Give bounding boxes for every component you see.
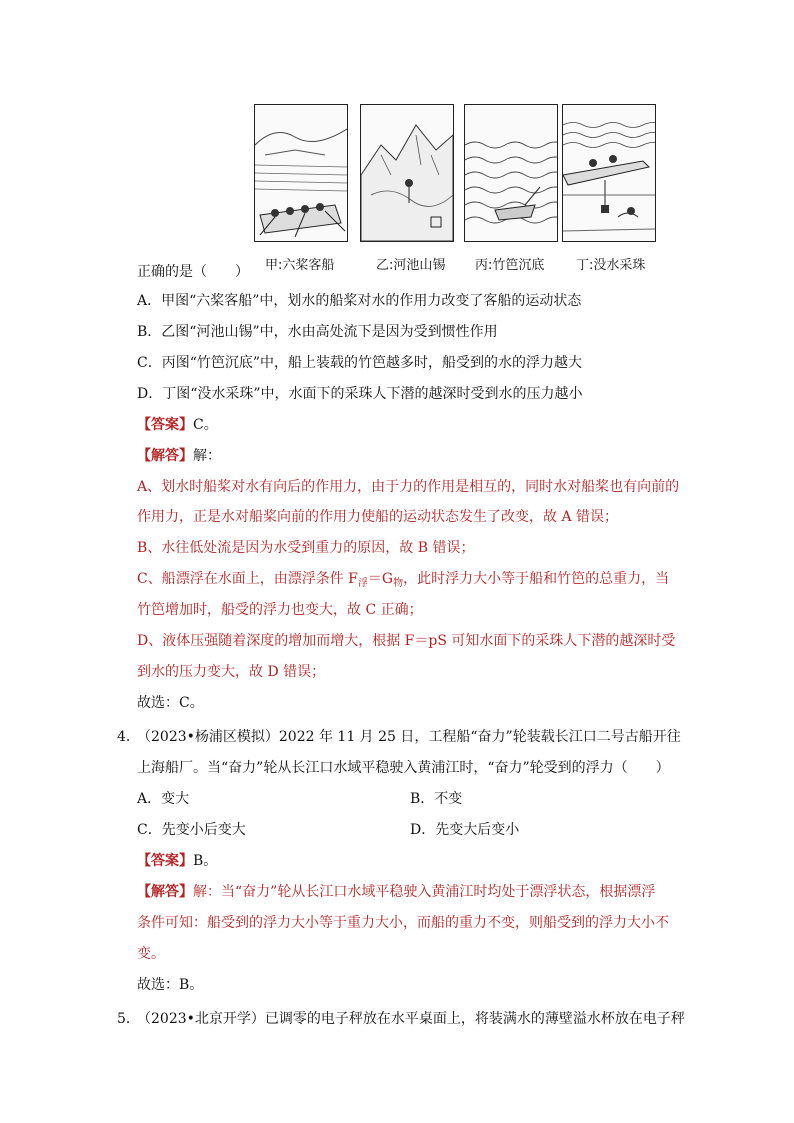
figure-caption-1: 甲:六桨客船 <box>265 258 335 273</box>
answer-value: B。 <box>193 853 218 869</box>
q3-explain-line <box>137 569 669 594</box>
analysis-intro: 解： <box>193 448 221 464</box>
q3-explain-line: 作用力，正是水对船桨向前的作用力使船的运动状态发生了改变，故 A 错误； <box>137 509 619 525</box>
q3-explain-line: D、液体压强随着深度的增加而增大，根据 F＝pS 可知水面下的采珠人下潜的越深时受 <box>137 633 676 649</box>
q3-explain-line: A、划水时船桨对水有向后的作用力，由于力的作用是相互的，同时水对船桨也有向前的 <box>137 479 680 495</box>
q4-analysis-line: 条件可知：船受到的浮力大小等于重力大小，而船的重力不变，则船受到的浮力大小不 <box>137 915 669 931</box>
q4-stem-line: （2023•杨浦区模拟）2022 年 11 月 25 日，工程船“奋力”轮装载长江口二号古船开往 <box>137 729 681 745</box>
explain-text: ＝G <box>367 571 394 587</box>
q3-option-b: B．乙图“河池山锡”中，水由高处流下是因为受到惯性作用 <box>137 324 498 340</box>
explain-text: ，此时浮力大小等于船和竹笆的总重力，当 <box>403 571 670 587</box>
q3-explain-line: 竹笆增加时，船受的浮力也变大，故 C 正确； <box>137 602 423 618</box>
mountain-stream-illustration <box>360 104 454 242</box>
analysis-text: 解：当“奋力”轮从长江口水域平稳驶入黄浦江时均处于漂浮状态，根据漂浮 <box>193 884 656 900</box>
q3-option-a: A．甲图“六桨客船”中，划水的船桨对水的作用力改变了客船的运动状态 <box>137 293 582 309</box>
q3-option-c: C．丙图“竹笆沉底”中，船上装载的竹笆越多时，船受到的水的浮力越大 <box>137 355 583 371</box>
q5-stem-line: （2023•北京开学）已调零的电子秤放在水平桌面上，将装满水的薄壁溢水杯放在电子秤 <box>137 1011 685 1027</box>
answer-value: C。 <box>193 417 218 433</box>
figure-strip <box>254 104 654 274</box>
explain-text: C、船漂浮在水面上，由漂浮条件 F <box>137 571 358 587</box>
q5-number: 5． <box>117 1011 140 1027</box>
answer-label: 【答案】 <box>137 417 193 433</box>
analysis-label: 【解答】 <box>137 884 193 900</box>
q3-answer <box>137 415 218 435</box>
q3-option-d: D．丁图“没水采珠”中，水面下的采珠人下潜的越深时受到水的压力越小 <box>137 386 583 402</box>
q4-number: 4． <box>117 729 140 745</box>
q4-analysis-line: 变。 <box>137 946 165 962</box>
q4-option-b: B．不变 <box>410 791 463 807</box>
answer-label: 【答案】 <box>137 853 193 869</box>
q3-explain-line: B、水往低处流是因为水受到重力的原因，故 B 错误； <box>137 540 475 556</box>
q4-option-d: D．先变大后变小 <box>410 822 520 838</box>
waves-boat-illustration <box>464 104 558 242</box>
q4-option-a: A．变大 <box>137 791 190 807</box>
q4-stem-line: 上海船厂。当“奋力”轮从长江口水域平稳驶入黄浦江时，“奋力”轮受到的浮力（ ） <box>137 760 670 776</box>
q3-explain-line: 到水的压力变大，故 D 错误； <box>137 664 326 680</box>
figure-caption-3: 丙:竹笆沉底 <box>475 258 545 273</box>
figure-caption-4: 丁:没水采珠 <box>576 258 646 273</box>
subscript-wu: 物 <box>393 578 404 589</box>
q3-conclusion: 故选：C。 <box>137 695 204 711</box>
q4-option-c: C．先变小后变大 <box>137 822 246 838</box>
analysis-label: 【解答】 <box>137 448 193 464</box>
figure-caption-2: 乙:河池山锡 <box>376 258 446 273</box>
q4-analysis-line <box>137 882 655 902</box>
subscript-fu: 浮 <box>357 578 368 589</box>
pearl-diver-illustration <box>562 104 656 242</box>
q4-answer <box>137 851 217 871</box>
q4-conclusion: 故选：B。 <box>137 977 204 993</box>
q3-analysis-header <box>137 446 221 466</box>
boat-rowers-illustration <box>254 104 348 242</box>
q3-stem-end: 正确的是（ ） <box>137 264 249 280</box>
